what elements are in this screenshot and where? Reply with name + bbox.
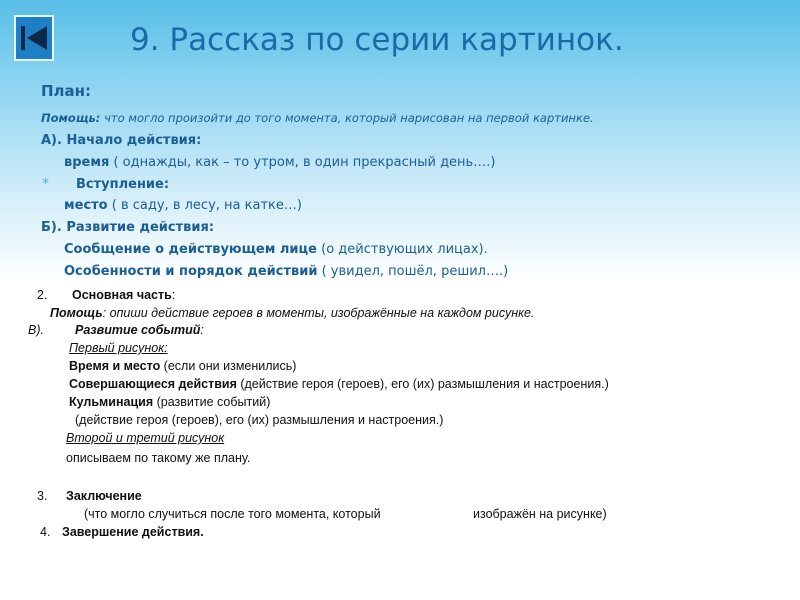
part3-title: Заключение	[66, 489, 142, 503]
actions-line	[69, 377, 609, 391]
plan-time-line	[64, 155, 495, 170]
part4-title: Завершение действия.	[62, 525, 204, 539]
part3-text-2: изображён на рисунке)	[473, 507, 607, 521]
part2-v-title: Развитие событий	[75, 323, 201, 337]
plan-section-b: Б). Развитие действия:	[41, 220, 215, 235]
plan-message-label: Сообщение о действующем лице	[64, 242, 317, 257]
slide-title: 9. Рассказ по серии картинок.	[130, 22, 624, 58]
time-place-line	[69, 359, 296, 373]
back-button[interactable]	[14, 15, 54, 61]
actions-label: Совершающиеся действия	[69, 377, 237, 391]
plan-time-text: ( однажды, как – то утром, в один прекрасный день….)	[109, 155, 496, 170]
first-picture-heading: Первый рисунок:	[69, 341, 168, 355]
part3-text-1: (что могло случиться после того момента, который	[84, 507, 381, 521]
second-third-picture-heading: Второй и третий рисунок	[66, 431, 225, 445]
plan-time-label: время	[64, 155, 110, 170]
part2-help-label: Помощь	[50, 306, 103, 320]
plan-message-line	[64, 242, 488, 257]
part2-title-line	[72, 288, 175, 302]
plan-heading: План:	[41, 82, 92, 100]
plan-help-label: Помощь:	[41, 111, 101, 125]
plan-features-text: ( увидел, пошёл, решил….)	[317, 264, 509, 279]
part2-title: Основная часть	[72, 288, 172, 302]
climax-detail: (действие героя (героев), его (их) размышления и настроения.)	[75, 413, 444, 427]
plan-help-text: что могло произойти до того момента, который нарисован на первой картинке.	[100, 111, 594, 125]
plan-place-text: ( в саду, в лесу, на катке…)	[107, 198, 302, 213]
climax-text: (развитие событий)	[153, 395, 271, 409]
plan-section-a: А). Начало действия:	[41, 133, 202, 148]
plan-place-line	[64, 198, 302, 213]
plan-help-line	[41, 111, 594, 125]
time-place-text: (если они изменились)	[160, 359, 297, 373]
part2-v-title-line	[75, 323, 204, 337]
part2-v-colon: :	[200, 323, 204, 337]
part2-colon: :	[171, 288, 176, 302]
part2-number: 2.	[37, 288, 48, 302]
plan-intro-label: Вступление:	[76, 177, 170, 192]
plan-features-line	[64, 264, 508, 279]
part4-number: 4.	[40, 525, 51, 539]
part2-help-text: : опиши действие героев в моменты, изображённые на каждом рисунке.	[102, 306, 535, 320]
plan-place-label: место	[64, 198, 108, 213]
plan-message-text: (о действующих лицах).	[317, 242, 488, 257]
climax-line	[69, 395, 270, 409]
time-place-label: Время и место	[69, 359, 161, 373]
climax-label: Кульминация	[69, 395, 154, 409]
actions-text: (действие героя (героев), его (их) размышления и настроения.)	[236, 377, 609, 391]
part2-help-line	[50, 306, 534, 320]
part3-number: 3.	[37, 489, 48, 503]
skip-back-icon	[19, 23, 49, 53]
bullet-star-icon: *	[42, 176, 49, 192]
part2-v-label: В).	[28, 323, 44, 337]
plan-features-label: Особенности и порядок действий	[64, 264, 318, 279]
same-plan-text: описываем по такому же плану.	[66, 451, 251, 465]
